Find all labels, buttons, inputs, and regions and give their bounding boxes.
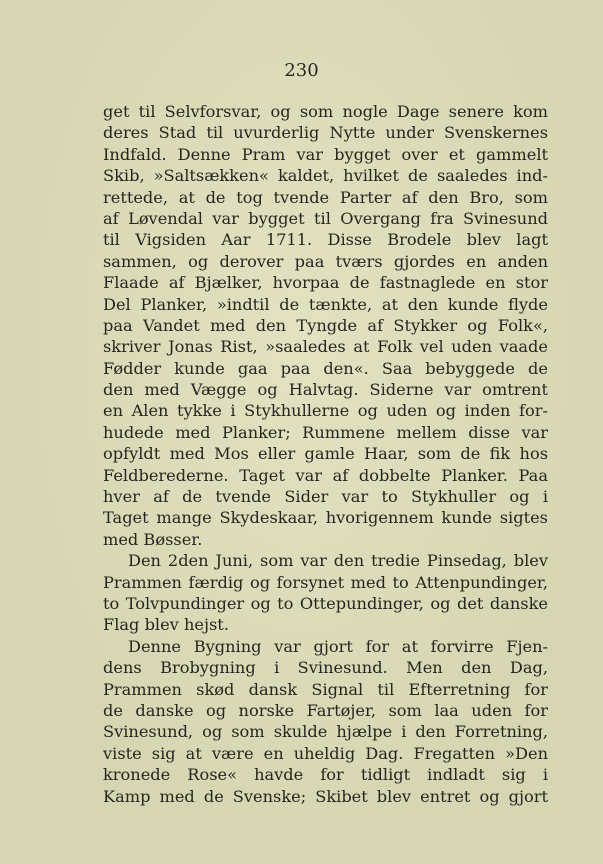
text-line: to Tolvpundinger og to Ottepundinger, og det danske — [103, 593, 548, 613]
text-line: Flaade af Bjælker, hvorpaa de fastnaglede en stor — [103, 273, 548, 293]
text-line: get til Selvforsvar, og som nogle Dage senere kom — [103, 102, 548, 121]
text-line: Prammen færdig og forsynet med to Attenpundinger, — [103, 572, 548, 592]
text-line: Svinesund, og som skulde hjælpe i den Forretning, — [103, 722, 548, 742]
text-line: paa Vandet med den Tyngde af Stykker og Folk«, — [103, 315, 548, 335]
text-line: Indfald. Denne Pram var bygget over et gammelt — [103, 144, 548, 164]
text-line: den med Vægge og Halvtag. Siderne var omtrent — [103, 380, 548, 400]
text-line: rettede, at de tog tvende Parter af den Bro, som — [103, 187, 548, 207]
text-line: sammen, og derover paa tværs gjordes en anden — [103, 251, 548, 271]
text-line: hver af de tvende Sider var to Stykhuller og i — [103, 487, 548, 507]
text-line: Denne Bygning var gjort for at forvirre Fjen- — [128, 636, 548, 656]
text-line: af Løvendal var bygget til Overgang fra Svinesund — [103, 208, 548, 228]
text-line: opfyldt med Mos eller gamle Haar, som de fik hos — [103, 444, 548, 464]
text-line: Del Planker, »indtil de tænkte, at den kunde flyde — [103, 294, 548, 314]
text-line: Fødder kunde gaa paa den«. Saa bebyggede de — [103, 358, 548, 378]
text-line: Prammen skød dansk Signal til Efterretning for — [103, 679, 548, 699]
text-line: viste sig at være en uheldig Dag. Fregatten »Den — [103, 743, 548, 763]
text-line: skriver Jonas Rist, »saaledes at Folk vel uden vaade — [103, 337, 548, 357]
text-line: Kamp med de Svenske; Skibet blev entret og gjort — [103, 786, 548, 806]
text-line: Flag blev hejst. — [103, 615, 229, 635]
text-line: Skib, »Saltsækken« kaldet, hvilket de saaledes ind- — [103, 166, 548, 186]
page-number: 230 — [284, 60, 319, 81]
text-line: dens Brobygning i Svinesund. Men den Dag, — [103, 658, 548, 678]
text-line: Taget mange Skydeskaar, hvorigennem kunde sigtes — [103, 508, 548, 528]
text-line: deres Stad til uvurderlig Nytte under Svenskernes — [103, 123, 548, 143]
text-line: Feldberederne. Taget var af dobbelte Planker. Paa — [103, 465, 548, 485]
text-line: hudede med Planker; Rummene mellem disse var — [103, 422, 548, 442]
text-line: med Bøsser. — [103, 529, 203, 549]
text-line: en Alen tykke i Stykhullerne og uden og inden for- — [103, 401, 548, 421]
text-line: til Vigsiden Aar 1711. Disse Brodele blev lagt — [103, 230, 548, 250]
text-line: kronede Rose« havde for tidligt indladt sig i — [103, 765, 548, 785]
text-line: Den 2den Juni, som var den tredie Pinsedag, blev — [128, 551, 548, 571]
text-line: de danske og norske Fartøjer, som laa uden for — [103, 700, 548, 720]
body-text — [103, 101, 548, 807]
